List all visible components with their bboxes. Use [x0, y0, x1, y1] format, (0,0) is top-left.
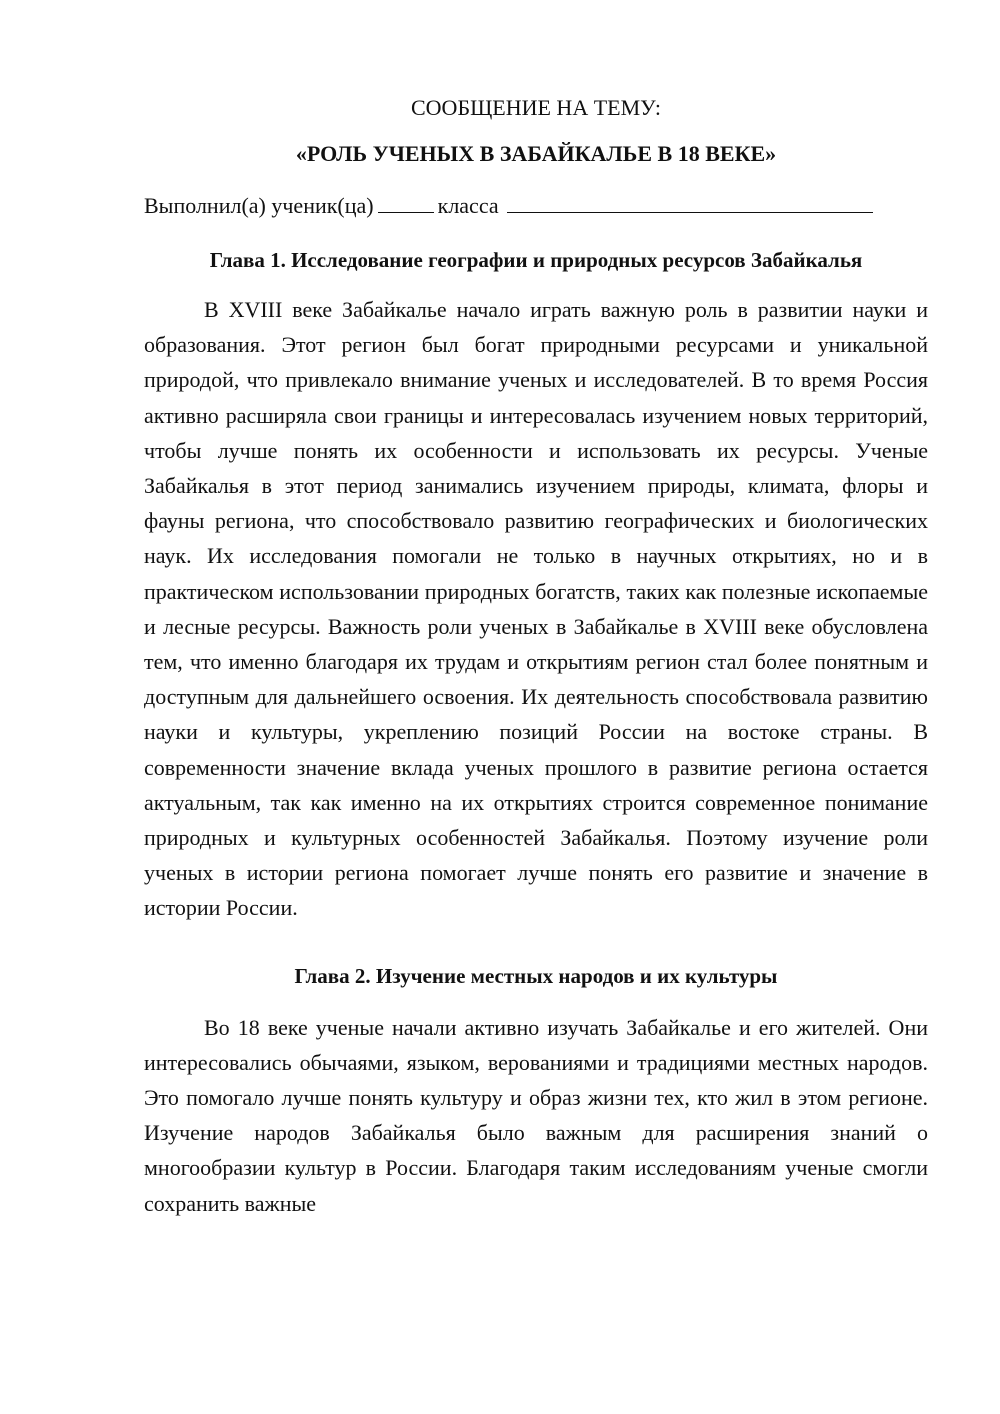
- document-title-line-1: СООБЩЕНИЕ НА ТЕМУ:: [411, 95, 661, 120]
- chapter-1-heading: Глава 1. Исследование географии и природных ресурсов Забайкалья: [209, 248, 863, 272]
- chapter-1-paragraph: В XVIII веке Забайкалье начало играть важную роль в развитии науки и образования. Этот регион был богат природными ресурсами и уникальной природой, что привлекало внимание ученых и исследователей. В то время Россия активно расширяла свои границы и интересовалась изучением новых территорий, чтобы лучше понять их особенности и использовать их ресурсы. Ученые Забайкалья в этот период занимались изучением природы, климата, флоры и фауны региона, что способствовало развитию географических и биологических наук. Их исследования помогали не только в научных открытиях, но и в практическом использовании природных богатств, таких как полезные ископаемые и лесные ресурсы. Важность роли ученых в Забайкалье в XVIII веке обусловлена тем, что именно благодаря их трудам и открытиям регион стал более понятным и доступным для дальнейшего освоения. Их деятельность способствовала развитию науки и культуры, укреплению позиций России на востоке страны. В современности значение вклада ученых прошлого в развитие региона остается актуальным, так как именно на их открытиях строится современное понимание природных и культурных особенностей Забайкалья. Поэтому изучение роли ученых в истории региона помогает лучше понять его развитие и значение в истории России.: [144, 297, 928, 921]
- document-title-line-2: «РОЛЬ УЧЕНЫХ В ЗАБАЙКАЛЬЕ В 18 ВЕКЕ»: [295, 141, 777, 166]
- class-blank: [507, 190, 873, 213]
- document-page: [144, 92, 928, 1221]
- chapter-2-heading: Глава 2. Изучение местных народов и их культуры: [294, 963, 778, 988]
- author-line: [144, 190, 928, 222]
- chapter-2-paragraph: Во 18 веке ученые начали активно изучать Забайкалье и его жителей. Они интересовались обычаями, языком, верованиями и традициями местных народов. Это помогало лучше понять культуру и образ жизни тех, кто жил в этом регионе. Изучение народов Забайкалья было важным для расширения знаний о многообразии культур в России. Благодаря таким исследованиям ученые смогли сохранить важные: [144, 1014, 928, 1216]
- author-prefix: Выполнил(а) ученик(ца): [144, 193, 374, 218]
- class-label: класса: [437, 193, 499, 218]
- grade-blank: [378, 190, 434, 213]
